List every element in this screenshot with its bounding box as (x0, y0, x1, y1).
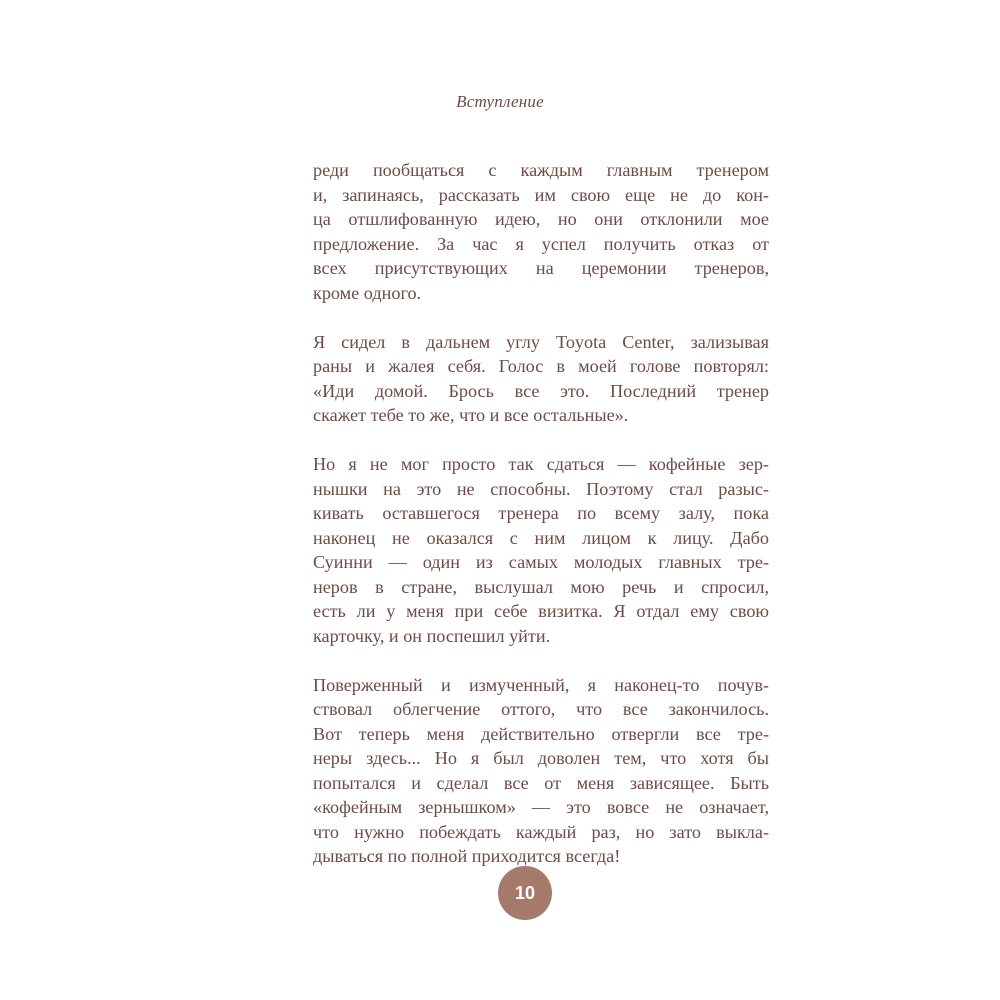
paragraph-3 (313, 452, 769, 648)
text-line: раны и жалея себя. Голос в моей голове повторял: (313, 356, 769, 376)
body-text (313, 158, 769, 893)
page-number-badge (498, 866, 552, 920)
text-line: ствовал облегчение оттого, что все закончилось. (313, 699, 769, 719)
paragraph-2 (313, 330, 769, 428)
text-line: Суинни — один из самых молодых главных тре- (313, 552, 769, 572)
text-line: предложение. За час я успел получить отказ от (313, 233, 769, 254)
text-line: нышки на это не способны. Поэтому стал разыс- (313, 478, 769, 499)
text-line: ца отшлифованную идею, но они отклонили мое (313, 209, 769, 229)
text-line: Но я не мог просто так сдаться — кофейные зер- (313, 454, 769, 474)
text-line: скажет тебе то же, что и все остальные». (313, 405, 629, 425)
text-line: дываться по полной приходится всегда! (313, 846, 621, 866)
paragraph-4 (313, 673, 769, 869)
text-line: кроме одного. (313, 282, 422, 303)
text-line: Поверженный и измученный, я наконец-то почув- (313, 674, 769, 695)
text-line: «Иди домой. Брось все это. Последний тренер (313, 380, 769, 401)
running-header: Вступление (456, 92, 544, 111)
text-line: реди пообщаться с каждым главным тренером (313, 160, 769, 180)
text-line: есть ли у меня при себе визитка. Я отдал ему свою (313, 601, 769, 621)
page-number: 10 (514, 882, 536, 903)
text-line: Я сидел в дальнем углу Toyota Center, зализывая (313, 331, 769, 352)
paragraph-1 (313, 158, 769, 305)
text-line: что нужно побеждать каждый раз, но зато выкла- (313, 821, 769, 842)
text-line: всех присутствующих на церемонии тренеров, (313, 258, 769, 278)
text-line: неры здесь... Но я был доволен тем, что хотя бы (313, 748, 769, 768)
text-line: неров в стране, выслушал мою речь и спросил, (313, 576, 769, 597)
text-line: карточку, и он поспешил уйти. (313, 625, 551, 646)
text-line: Вот теперь меня действительно отвергли все тре- (313, 723, 769, 744)
text-line: наконец не оказался с ним лицом к лицу. Дабо (313, 527, 769, 548)
text-line: кивать оставшегося тренера по всему залу, пока (313, 503, 769, 523)
text-line: «кофейным зернышком» — это вовсе не означает, (313, 797, 769, 817)
text-line: и, запинаясь, рассказать им свою еще не до кон- (313, 184, 769, 205)
text-line: попытался и сделал все от меня зависящее. Быть (313, 772, 769, 793)
